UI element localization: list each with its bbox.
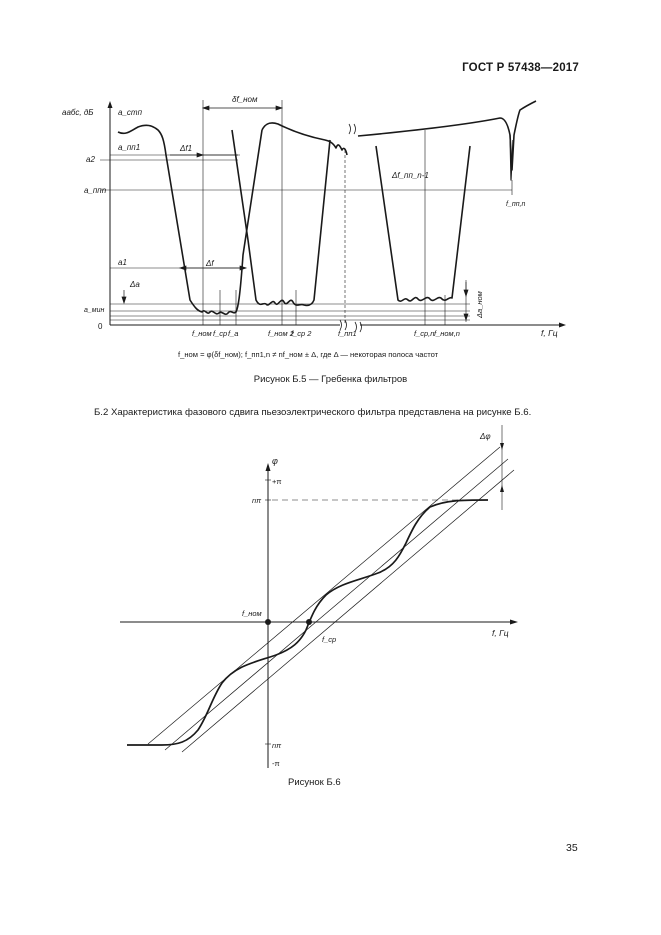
label-f-a: f_a [228,329,239,338]
label-delta-a: Δa [130,280,140,289]
label-minus-pi: -π [272,759,280,768]
label-f-pp-n: f_пп,n [506,201,526,208]
phi-axis-arrow [266,463,271,471]
label-plus-pi: +π [272,477,282,486]
label-delta-a-nom: Δa_ном [475,291,484,318]
label-a-stop: a_стп [118,108,142,117]
document-number: ГОСТ Р 57438—2017 [462,62,579,74]
label-a1: a1 [118,258,127,267]
reference-line-3 [182,470,514,752]
label-f-nom: f_ном [192,329,212,338]
formula-note: f_ном = φ(δf_ном); f_пп1,n ≠ nf_ном ± Δ, где Δ — некоторая полоса частот [178,350,439,359]
label-delta-f-nom: δf_ном [232,95,258,104]
point-f-nom [265,619,271,625]
reference-line-2 [165,459,508,750]
figure-b6-caption: Рисунок Б.6 [288,777,341,788]
label-a-ppn: a_ппn [84,186,107,195]
f-axis-arrow [510,620,518,625]
label-f-sr: f_ср [322,635,337,644]
label-a2: a2 [86,155,95,164]
page-number: 35 [566,842,578,854]
phi-axis-label: φ [272,456,278,466]
origin-label: 0 [98,322,103,331]
label-delta-f: Δf [206,259,214,268]
label-n-pi-bottom: nπ [272,741,282,750]
y-axis-label: aабс, дБ [62,108,94,117]
label-f-nom-n: f_ном,n [434,329,460,338]
label-delta-phi: Δφ [480,432,491,441]
reference-line-1 [148,447,500,744]
label-f-nom: f_ном [242,609,262,618]
label-a-pp1: a_пп1 [118,143,141,152]
f-axis-label: f, Гц [492,628,509,638]
label-f-sr-n: f_ср,n [414,329,435,338]
label-f-sr2: f_ср 2 [291,329,312,338]
label-delta-f-ppn: Δf_пп_n-1 [392,171,429,180]
point-f-sr [306,619,312,625]
label-f-nom2: f_ном 2 [268,329,294,338]
figure-b5-caption: Рисунок Б.5 — Гребенка фильтров [253,374,408,385]
label-delta-f1: Δf1 [180,144,193,153]
label-a-min: a_мин [84,307,105,314]
paragraph-b2: Б.2 Характеристика фазового сдвига пьезоэлектрического фильтра представлена на рисунке Б.6. [94,407,532,418]
x-axis-label: f, Гц [541,328,558,338]
label-n-pi-top: nπ [252,496,262,505]
label-f-sr: f_ср [213,329,228,338]
label-f-pp1: f_пп1 [338,329,357,338]
